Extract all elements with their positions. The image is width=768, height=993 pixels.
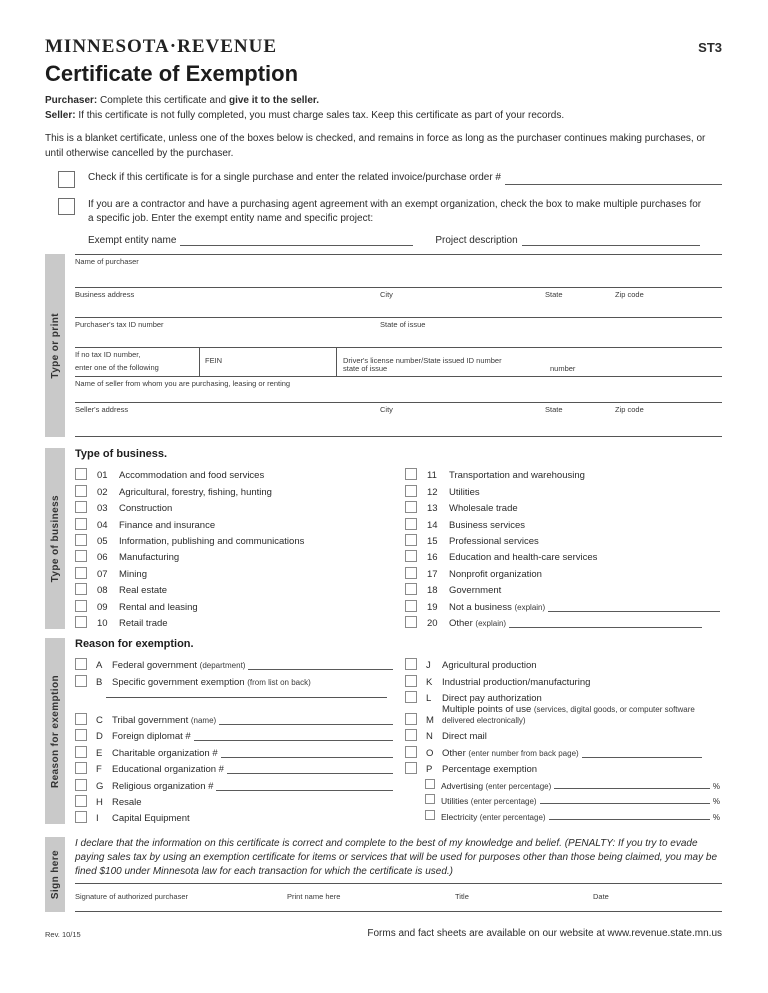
business-15-checkbox[interactable]	[405, 534, 417, 546]
project-description-label: Project description	[435, 235, 518, 246]
reason-item-j: J Agricultural production	[405, 655, 722, 671]
advertising-percentage-line[interactable]	[554, 778, 710, 789]
business-20-checkbox[interactable]	[405, 616, 417, 628]
drivers-license-field[interactable]: Driver's license number/State issued ID number state of issue number	[343, 356, 576, 373]
name-of-seller-field[interactable]: Name of seller from whom you are purchasing, leasing or renting	[75, 376, 722, 402]
purchaser-label: Purchaser:	[45, 95, 98, 106]
reason-f-checkbox[interactable]	[75, 762, 87, 774]
signature-row	[75, 883, 722, 912]
reason-item-c: C Tribal government (name)	[75, 710, 395, 726]
reason-g-line[interactable]	[216, 780, 393, 791]
business-item-13: 13 Wholesale trade	[405, 498, 722, 514]
reason-c-checkbox[interactable]	[75, 713, 87, 725]
reason-for-exemption-section	[45, 638, 722, 825]
business-07-checkbox[interactable]	[75, 567, 87, 579]
reason-f-line[interactable]	[227, 763, 393, 774]
reason-item-k: K Industrial production/manufacturing	[405, 671, 722, 687]
business-item-09: 09 Rental and leasing	[75, 596, 395, 612]
business-14-checkbox[interactable]	[405, 518, 417, 530]
reason-item-m: M Multiple points of use (services, digital goods, or computer software delivered electronically)	[405, 704, 722, 726]
reason-j-checkbox[interactable]	[405, 658, 417, 670]
reason-d-checkbox[interactable]	[75, 729, 87, 741]
business-right-column	[405, 465, 722, 629]
reason-item-p: P Percentage exemption	[405, 759, 722, 775]
reason-p-checkbox[interactable]	[405, 762, 417, 774]
reason-l-checkbox[interactable]	[405, 691, 417, 703]
business-04-checkbox[interactable]	[75, 518, 87, 530]
business-12-checkbox[interactable]	[405, 485, 417, 497]
contractor-row	[45, 198, 722, 226]
reason-b-line[interactable]	[106, 688, 387, 698]
contractor-text: If you are a contractor and have a purchasing agent agreement with an exempt organization, check the box to make multiple purchases for a specific job. Enter the exempt entity name and specific project:	[88, 199, 702, 224]
business-item-02: 02 Agricultural, forestry, fishing, hunting	[75, 481, 395, 497]
seller-label: Seller:	[45, 109, 76, 121]
business-item-17: 17 Nonprofit organization	[405, 563, 722, 579]
declaration-text: I declare that the information on this certificate is correct and complete to the best of my knowledge and belief. (PENALTY: If you try to evade paying sales tax by using an exemption certificate for items or services that will be used for purposes other than those being claimed, you may be fined $100 under Minnesota law for each transaction for which the certificate is used.)	[75, 838, 718, 878]
form-footer	[45, 928, 722, 939]
reason-d-line[interactable]	[194, 730, 393, 741]
business-item-15: 15 Professional services	[405, 531, 722, 547]
revision-date: Rev. 10/15	[45, 929, 81, 939]
reason-e-checkbox[interactable]	[75, 746, 87, 758]
date-field[interactable]: Date	[593, 891, 609, 901]
sellers-address-field[interactable]: Seller's address City State Zip code	[75, 402, 722, 436]
business-18-checkbox[interactable]	[405, 583, 417, 595]
reason-h-checkbox[interactable]	[75, 795, 87, 807]
business-item-04: 04 Finance and insurance	[75, 514, 395, 530]
business-item-10: 10 Retail trade	[75, 613, 395, 629]
invoice-number-line[interactable]	[505, 174, 722, 185]
exempt-entity-row	[88, 235, 722, 246]
reason-item-b: B Specific government exemption (from list on back)	[75, 671, 395, 687]
business-16-checkbox[interactable]	[405, 550, 417, 562]
business-02-checkbox[interactable]	[75, 485, 87, 497]
business-item-01: 01 Accommodation and food services	[75, 465, 395, 481]
electricity-percentage-row: Electricity (enter percentage) %	[425, 806, 722, 822]
single-purchase-text: Check if this certificate is for a single purchase and enter the related invoice/purchase order #	[88, 172, 501, 183]
reason-n-checkbox[interactable]	[405, 729, 417, 741]
business-20-explain-line[interactable]	[509, 617, 702, 628]
business-item-11: 11 Transportation and warehousing	[405, 465, 722, 481]
section-label-reason: Reason for exemption	[49, 674, 61, 788]
purchaser-instruction: Purchaser: Complete this certificate and give it to the seller.	[45, 95, 320, 106]
reason-item-h: H Resale	[75, 792, 395, 808]
business-01-checkbox[interactable]	[75, 468, 87, 480]
instructions-block	[45, 94, 722, 123]
exempt-entity-line[interactable]	[180, 235, 413, 246]
reason-a-line[interactable]	[248, 659, 393, 670]
business-19-checkbox[interactable]	[405, 600, 417, 612]
type-of-business-sidebar	[45, 448, 65, 629]
form-code: ST3	[698, 40, 722, 55]
reason-right-column	[405, 655, 722, 825]
electricity-checkbox[interactable]	[425, 810, 435, 820]
section-label-sign-here: Sign here	[49, 850, 61, 900]
single-purchase-checkbox[interactable]	[58, 171, 75, 188]
website-note: Forms and fact sheets are available on our website at www.revenue.state.mn.us	[367, 927, 722, 939]
print-name-field[interactable]: Print name here	[287, 891, 341, 901]
signature-field[interactable]: Signature of authorized purchaser	[75, 891, 188, 901]
reason-item-i: I Capital Equipment	[75, 808, 395, 824]
exempt-entity-label: Exempt entity name	[88, 235, 177, 246]
title-field[interactable]: Title	[455, 891, 469, 901]
sign-here-section	[45, 837, 722, 911]
business-item-14: 14 Business services	[405, 514, 722, 530]
business-address-field[interactable]: Business address City State Zip code	[75, 287, 722, 317]
business-08-checkbox[interactable]	[75, 583, 87, 595]
business-13-checkbox[interactable]	[405, 501, 417, 513]
type-of-business-heading: Type of business.	[75, 448, 168, 460]
reason-item-d: D Foreign diplomat #	[75, 726, 395, 742]
minnesota-revenue-logo: MINNESOTA·REVENUE	[45, 36, 278, 57]
reason-item-e: E Charitable organization #	[75, 742, 395, 758]
reason-o-checkbox[interactable]	[405, 746, 417, 758]
page-title: Certificate of Exemption	[45, 61, 299, 86]
seller-instruction: Seller: If this certificate is not fully completed, you must charge sales tax. Keep this certificate as part of your records.	[45, 109, 565, 121]
fein-field[interactable]: FEIN	[200, 348, 337, 376]
name-of-purchaser-field[interactable]: Name of purchaser	[75, 254, 722, 287]
type-of-business-section	[45, 448, 722, 629]
business-item-03: 03 Construction	[75, 498, 395, 514]
reason-item-l: L Direct pay authorization	[405, 688, 722, 704]
reason-item-o: O Other (enter number from back page)	[405, 742, 722, 758]
reason-sidebar	[45, 638, 65, 825]
reason-k-checkbox[interactable]	[405, 675, 417, 687]
business-item-05: 05 Information, publishing and communications	[75, 531, 395, 547]
business-item-19: 19 Not a business (explain)	[405, 596, 722, 612]
utilities-checkbox[interactable]	[425, 794, 435, 804]
business-19-explain-line[interactable]	[548, 601, 720, 612]
reason-m-checkbox[interactable]	[405, 713, 417, 725]
reason-item-a: A Federal government (department)	[75, 655, 395, 671]
business-left-column	[75, 465, 395, 629]
reason-heading: Reason for exemption.	[75, 637, 194, 650]
reason-item-f: F Educational organization #	[75, 759, 395, 775]
tax-id-field[interactable]: Purchaser's tax ID number State of issue	[75, 317, 722, 347]
form-header	[45, 36, 722, 87]
type-or-print-section	[45, 254, 722, 437]
business-item-12: 12 Utilities	[405, 481, 722, 497]
reason-c-line[interactable]	[219, 714, 393, 725]
business-item-08: 08 Real estate	[75, 580, 395, 596]
section-label-type-or-print: Type or print	[49, 312, 61, 379]
business-03-checkbox[interactable]	[75, 501, 87, 513]
business-item-20: 20 Other (explain)	[405, 613, 722, 629]
sign-here-sidebar	[45, 837, 65, 911]
section-label-type-of-business: Type of business	[49, 494, 61, 583]
utilities-percentage-row: Utilities (enter percentage) %	[425, 791, 722, 807]
reason-g-checkbox[interactable]	[75, 779, 87, 791]
no-tax-id-field[interactable]: If no tax ID number, enter one of the following FEIN Driver's license number/State issued ID number state of issue number	[75, 347, 722, 376]
blanket-certificate-text: This is a blanket certificate, unless one of the boxes below is checked, and remains in force as long as the purchaser continues making purchases, or until otherwise cancelled by the purchaser.	[45, 133, 706, 159]
business-11-checkbox[interactable]	[405, 468, 417, 480]
business-10-checkbox[interactable]	[75, 616, 87, 628]
business-05-checkbox[interactable]	[75, 534, 87, 546]
type-or-print-sidebar	[45, 254, 65, 437]
advertising-checkbox[interactable]	[425, 779, 435, 789]
business-item-18: 18 Government	[405, 580, 722, 596]
reason-o-line[interactable]	[582, 747, 702, 758]
contractor-checkbox[interactable]	[58, 198, 75, 215]
reason-item-g: G Religious organization #	[75, 775, 395, 791]
project-description-line[interactable]	[522, 235, 700, 246]
business-06-checkbox[interactable]	[75, 550, 87, 562]
reason-item-n: N Direct mail	[405, 726, 722, 742]
advertising-percentage-row: Advertising (enter percentage) %	[425, 775, 722, 791]
reason-i-checkbox[interactable]	[75, 811, 87, 823]
reason-b-checkbox[interactable]	[75, 675, 87, 687]
business-item-07: 07 Mining	[75, 563, 395, 579]
business-item-06: 06 Manufacturing	[75, 547, 395, 563]
reason-left-column	[75, 655, 395, 825]
reason-e-line[interactable]	[221, 747, 393, 758]
business-item-16: 16 Education and health-care services	[405, 547, 722, 563]
reason-a-checkbox[interactable]	[75, 658, 87, 670]
business-09-checkbox[interactable]	[75, 600, 87, 612]
electricity-percentage-line[interactable]	[549, 809, 710, 820]
utilities-percentage-line[interactable]	[540, 793, 710, 804]
business-17-checkbox[interactable]	[405, 567, 417, 579]
single-purchase-row	[45, 171, 722, 188]
